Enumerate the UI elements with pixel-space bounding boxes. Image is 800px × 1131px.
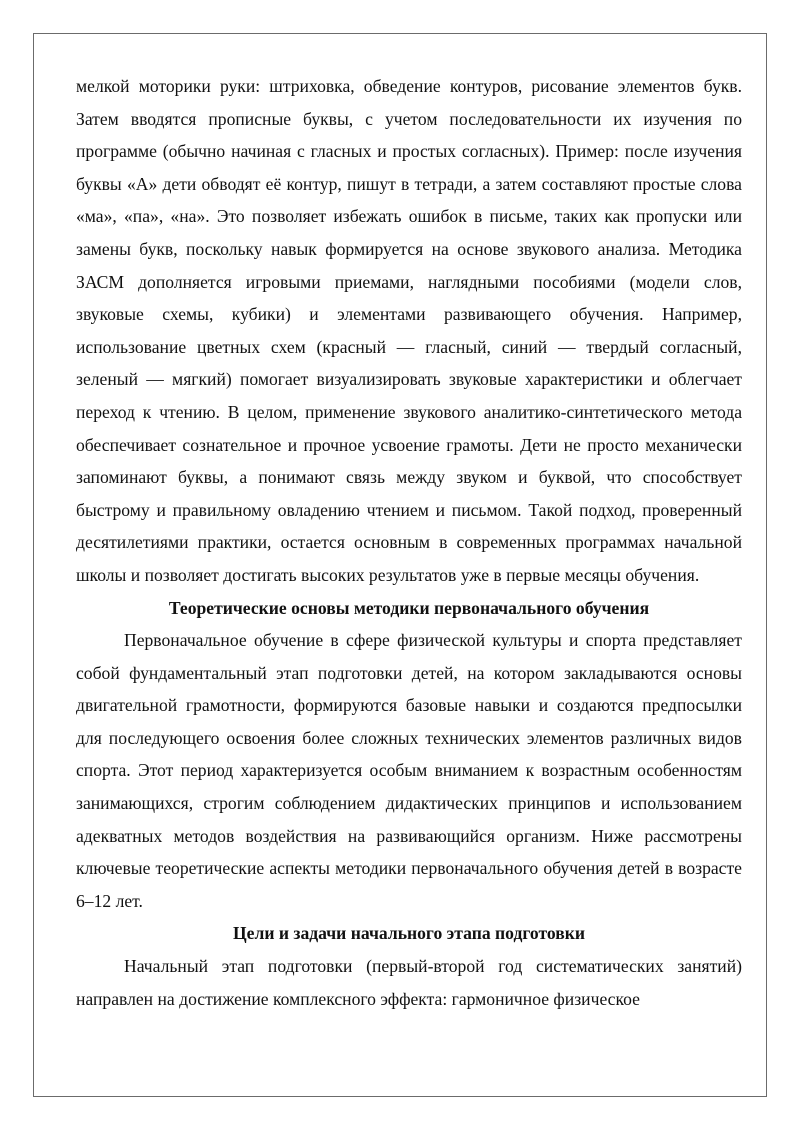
body-paragraph: Первоначальное обучение в сфере физической культуры и спорта представляет собой фундаментальный этап подготовки детей, на котором закладываются основы двигательной грамотности, формируются базовые навыки и создаются предпосылки для последующего освоения более сложных технических элементов различных видов спорта. Этот период характеризуется особым вниманием к возрастным особенностям занимающихся, строгим соблюдением дидактических принципов и использованием адекватных методов воздействия на развивающийся организм. Ниже рассмотрены ключевые теоретические аспекты методики первоначального обучения детей в возрасте 6–12 лет.	[76, 630, 742, 911]
body-paragraph: мелкой моторики руки: штриховка, обведение контуров, рисование элементов букв. Затем вводятся прописные буквы, с учетом последовательности их изучения по программе (обычно начиная с гласных и простых согласных). Пример: после изучения буквы «А» дети обводят её контур, пишут в тетради, а затем составляют простые слова «ма», «па», «на». Это позволяет избежать ошибок в письме, таких как пропуски или замены букв, поскольку навык формируется на основе звукового анализа. Методика ЗАСМ дополняется игровыми приемами, наглядными пособиями (модели слов, звуковые схемы, кубики) и элементами развивающего обучения. Например, использование цветных схем (красный — гласный, синий — твердый согласный, зеленый — мягкий) помогает визуализировать звуковые характеристики и облегчает переход к чтению. В целом, применение звукового аналитико-синтетического метода обеспечивает сознательное и прочное усвоение грамоты. Дети не просто механически запоминают буквы, а понимают связь между звуком и буквой, что способствует быстрому и правильному овладению чтением и письмом. Такой подход, проверенный десятилетиями практики, остается основным в современных программах начальной школы и позволяет достигать высоких результатов уже в первые месяцы обучения.	[76, 76, 742, 585]
section-heading: Теоретические основы методики первоначального обучения	[168, 597, 650, 618]
section-heading: Цели и задачи начального этапа подготовки	[232, 923, 586, 944]
document-body	[76, 70, 742, 1015]
body-paragraph: Начальный этап подготовки (первый-второй год систематических занятий) направлен на достижение комплексного эффекта: гармоничное физическое	[76, 956, 742, 1009]
